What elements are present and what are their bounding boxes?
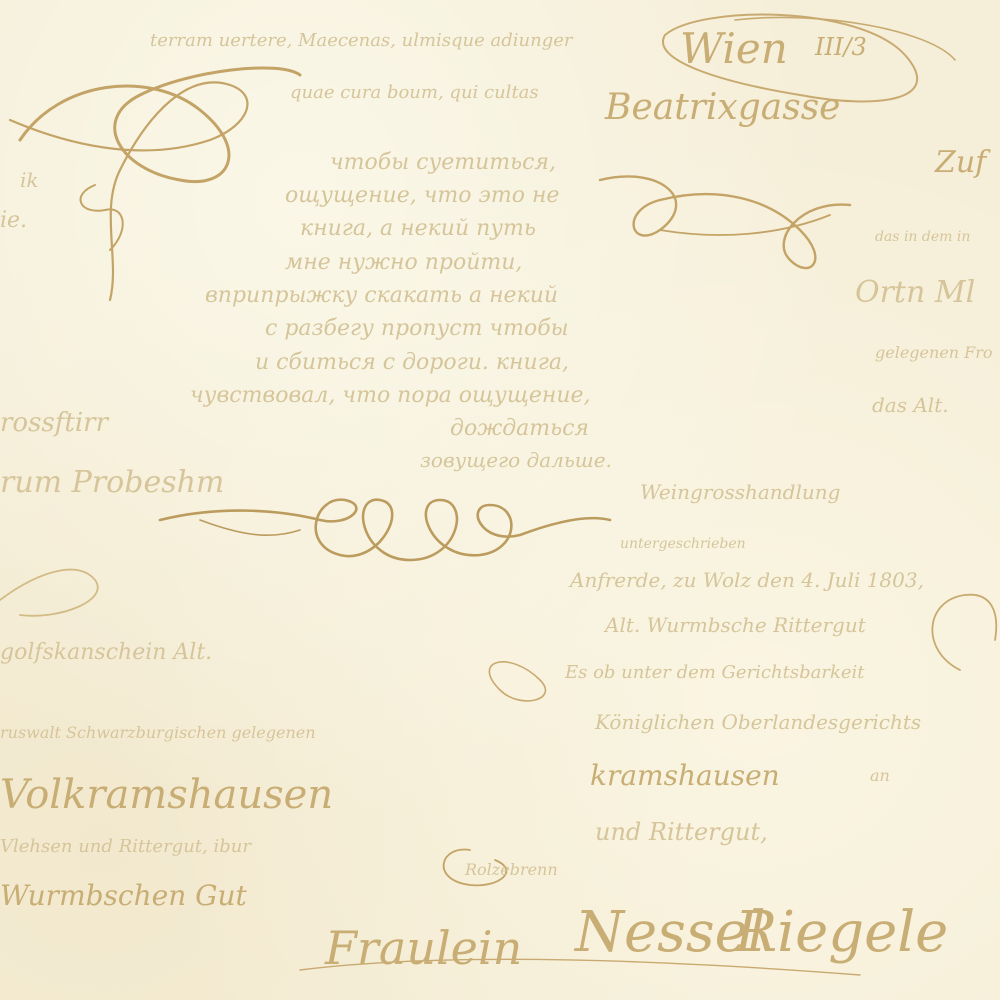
flourish-right-lower xyxy=(932,595,996,670)
flourish-infinity-left-3 xyxy=(81,185,123,250)
signature-nessel: Nessel xyxy=(575,900,766,965)
signature-riegele: Riegele xyxy=(735,900,949,965)
left-fragment-e: golfskanschein Alt. xyxy=(0,640,213,665)
russian-line-8: чувствовал, что пора ощущение, xyxy=(190,383,591,408)
latin-line-1: terram uertere, Maecenas, ulmisque adiunger xyxy=(150,30,573,51)
doc-line-6: Königlichen Oberlandesgerichts xyxy=(595,710,922,734)
doc-line-2: untergeschrieben xyxy=(620,536,746,552)
left-fragment-i: Wurmbschen Gut xyxy=(0,879,247,912)
doc-line-5: Es ob unter dem Gerichtsbarkeit xyxy=(565,662,865,683)
wien-number: III/3 xyxy=(815,33,867,61)
right-fragment-d: gelegenen Fro xyxy=(875,343,993,362)
latin-line-2: quae cura boum, qui cultas xyxy=(290,82,539,103)
left-fragment-g: Volkramshausen xyxy=(0,772,334,818)
russian-line-4: мне нужно пройти, xyxy=(285,250,523,275)
russian-line-10: зовущего дальше. xyxy=(420,448,612,472)
russian-line-3: книга, а некий путь xyxy=(300,216,536,241)
flourish-center-right-hook xyxy=(489,662,545,701)
left-fragment-h: Vlehsen und Rittergut, ibur xyxy=(0,836,251,857)
doc-line-7: kramshausen xyxy=(590,759,780,792)
russian-line-7: и сбиться с дороги. книга, xyxy=(255,350,569,375)
russian-line-2: ощущение, что это не xyxy=(285,183,560,208)
doc-line-8: an xyxy=(870,766,890,785)
doc-line-1: Weingrosshandlung xyxy=(640,480,841,504)
left-fragment-d: rum Probeshm xyxy=(0,465,225,500)
left-fragment-b: ie. xyxy=(0,208,28,233)
flourish-center-2 xyxy=(200,520,300,535)
street-name: Beatrixgasse xyxy=(605,87,841,128)
flourish-middle-right-2 xyxy=(660,215,830,235)
doc-line-4: Alt. Wurmbsche Rittergut xyxy=(605,613,866,637)
left-fragment-a: ik xyxy=(20,168,39,192)
right-fragment-c: Ortn Ml xyxy=(855,275,976,310)
flourish-left-lower xyxy=(0,570,98,616)
flourish-middle-right xyxy=(600,176,850,268)
russian-line-9: дождаться xyxy=(450,416,589,441)
left-fragment-c: rossftirr xyxy=(0,408,109,438)
left-fragment-f: ruswalt Schwarzburgischen gelegenen xyxy=(0,723,316,742)
right-fragment-a: Zuf xyxy=(935,145,987,180)
doc-line-9: und Rittergut, xyxy=(595,818,768,846)
right-fragment-b: das in dem in xyxy=(875,229,971,245)
russian-line-1: чтобы суетиться, xyxy=(330,150,556,175)
russian-line-6: с разбегу пропуст чтобы xyxy=(265,316,569,341)
doc-line-3: Anfrerde, zu Wolz den 4. Juli 1803, xyxy=(570,568,924,592)
doc-line-10: Rolzebrenn xyxy=(465,860,558,879)
russian-line-5: вприпрыжку скакать а некий xyxy=(205,283,559,308)
signature-fraulein: Fraulein xyxy=(325,921,523,975)
flourish-infinity-left-2 xyxy=(10,82,247,300)
wien-title: Wien xyxy=(680,24,788,73)
flourish-infinity-left xyxy=(20,68,300,182)
right-fragment-e: das Alt. xyxy=(872,393,949,417)
